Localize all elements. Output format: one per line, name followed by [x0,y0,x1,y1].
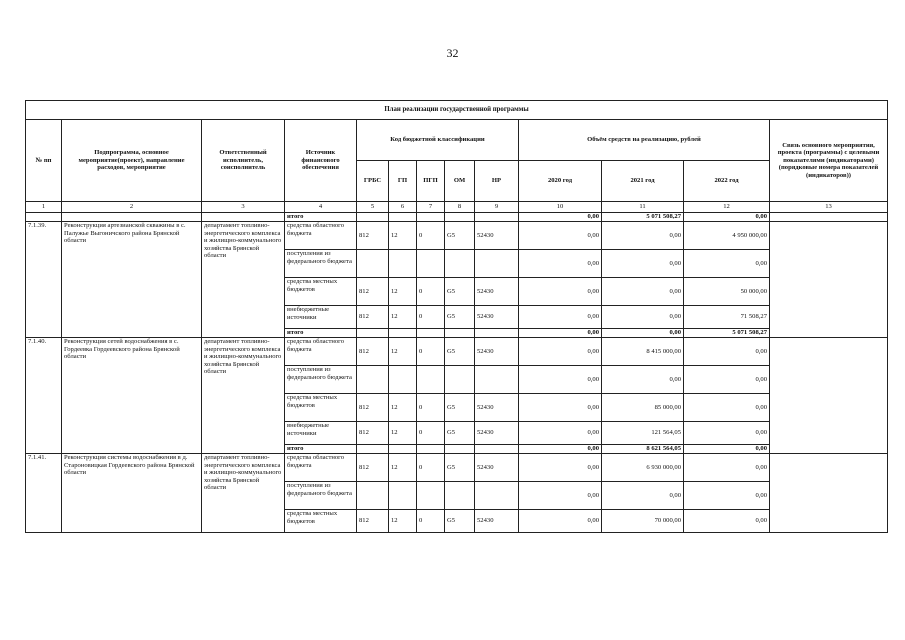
amount-2020: 0,00 [519,445,602,454]
amount-2020: 0,00 [519,306,602,329]
header-responsible: Ответственный исполнитель, соисполнитель [202,120,285,202]
col-number: 7 [417,202,445,213]
amount-2020: 0,00 [519,338,602,366]
amount-2021: 0,00 [602,482,684,510]
col-number: 1 [26,202,62,213]
amount-2022: 50 000,00 [684,278,770,306]
code-pgp: 0 [417,338,445,366]
amount-2020: 0,00 [519,482,602,510]
funding-source: средства местных бюджетов [285,394,357,422]
code-nr: 52430 [475,454,519,482]
amount-2022: 0,00 [684,394,770,422]
code-om: G5 [445,510,475,533]
code-nr: 52430 [475,394,519,422]
amount-2020: 0,00 [519,213,602,222]
row-number: 7.1.41. [26,454,62,533]
code-gp: 12 [389,222,417,250]
header-link: Связь основного мероприятия, проекта (программы) с целевыми показателями (индикаторами) (порядковые номера показателей (индикаторов)) [770,120,888,202]
code-grbs: 812 [357,338,389,366]
amount-2021: 0,00 [602,222,684,250]
code-nr: 52430 [475,306,519,329]
amount-2021: 6 930 000,00 [602,454,684,482]
code-om: G5 [445,422,475,445]
header-2020: 2020 год [519,161,602,202]
amount-2021: 5 071 508,27 [602,213,684,222]
code-grbs: 812 [357,422,389,445]
code-om: G5 [445,306,475,329]
amount-2021: 121 564,05 [602,422,684,445]
col-number: 13 [770,202,888,213]
funding-source: средства местных бюджетов [285,278,357,306]
measure-name: Реконструкция артезианской скважины в с. Палужье Выгоничского района Брянской области [62,222,202,338]
header-num: № пп [26,120,62,202]
amount-2021: 0,00 [602,329,684,338]
responsible-executor: департамент топливно-энергетического комплекса и жилищно-коммунального хозяйства Брянской области [202,454,285,533]
header-om: ОМ [445,161,475,202]
table-title: План реализации государственной программы [26,101,888,120]
code-om [445,250,475,278]
code-pgp [417,482,445,510]
code-grbs [357,482,389,510]
funding-source: средства областного бюджета [285,338,357,366]
amount-2020: 0,00 [519,394,602,422]
amount-2022: 0,00 [684,454,770,482]
code-grbs [357,366,389,394]
code-gp: 12 [389,278,417,306]
code-nr: 52430 [475,222,519,250]
amount-2022: 71 508,27 [684,306,770,329]
measure-name: Реконструкция сетей водоснабжения в с. Гордеевка Гордеевского района Брянской области [62,338,202,454]
col-number: 8 [445,202,475,213]
code-pgp: 0 [417,222,445,250]
code-nr: 52430 [475,338,519,366]
amount-2020: 0,00 [519,250,602,278]
total-label: итого [285,213,357,222]
code-om: G5 [445,454,475,482]
col-number: 4 [285,202,357,213]
indicator-link [770,338,888,454]
code-om [445,366,475,394]
code-om: G5 [445,394,475,422]
table-row [26,213,888,222]
amount-2022: 0,00 [684,213,770,222]
code-gp: 12 [389,306,417,329]
amount-2020: 0,00 [519,329,602,338]
code-pgp [417,250,445,278]
code-grbs: 812 [357,222,389,250]
code-om: G5 [445,278,475,306]
code-grbs: 812 [357,394,389,422]
header-source: Источник финансового обеспечения [285,120,357,202]
code-gp [389,366,417,394]
header-subprogram: Подпрограмма, основное мероприятие(проект), направление расходов, мероприятие [62,120,202,202]
code-gp: 12 [389,338,417,366]
amount-2022: 4 950 000,00 [684,222,770,250]
code-nr [475,250,519,278]
amount-2020: 0,00 [519,278,602,306]
indicator-link [770,222,888,338]
amount-2021: 8 621 564,05 [602,445,684,454]
responsible-executor: департамент топливно-энергетического комплекса и жилищно-коммунального хозяйства Брянской области [202,222,285,338]
page-number: 32 [446,46,459,60]
amount-2021: 8 415 000,00 [602,338,684,366]
code-pgp: 0 [417,510,445,533]
amount-2020: 0,00 [519,366,602,394]
amount-2022: 0,00 [684,250,770,278]
code-grbs: 812 [357,278,389,306]
code-grbs: 812 [357,454,389,482]
table-row [26,338,888,366]
row-number: 7.1.39. [26,222,62,338]
code-pgp: 0 [417,422,445,445]
code-om: G5 [445,222,475,250]
amount-2021: 0,00 [602,366,684,394]
code-pgp [417,366,445,394]
header-2021: 2021 год [602,161,684,202]
col-number: 6 [389,202,417,213]
code-nr [475,366,519,394]
col-number: 5 [357,202,389,213]
code-pgp: 0 [417,278,445,306]
col-number: 10 [519,202,602,213]
measure-name: Реконструкция системы водоснабжения в д. Староновицкая Гордеевского района Брянской области [62,454,202,533]
row-number: 7.1.40. [26,338,62,454]
header-funds: Объём средств на реализацию, рублей [519,120,770,161]
code-gp: 12 [389,422,417,445]
header-nr: НР [475,161,519,202]
amount-2022: 0,00 [684,366,770,394]
code-pgp: 0 [417,394,445,422]
amount-2021: 70 000,00 [602,510,684,533]
table-row [26,454,888,482]
code-grbs: 812 [357,306,389,329]
header-budget-code: Код бюджетной классификации [357,120,519,161]
amount-2022: 0,00 [684,445,770,454]
header-gp: ГП [389,161,417,202]
amount-2022: 0,00 [684,422,770,445]
code-gp [389,250,417,278]
indicator-link [770,454,888,533]
code-grbs [357,250,389,278]
code-nr: 52430 [475,510,519,533]
code-gp: 12 [389,454,417,482]
plan-sheet [25,100,887,533]
code-nr: 52430 [475,422,519,445]
col-number: 9 [475,202,519,213]
amount-2020: 0,00 [519,222,602,250]
code-nr [475,482,519,510]
col-number: 12 [684,202,770,213]
table-row [26,222,888,250]
amount-2020: 0,00 [519,422,602,445]
code-om [445,482,475,510]
column-number-row [26,202,888,213]
amount-2022: 0,00 [684,338,770,366]
header-2022: 2022 год [684,161,770,202]
responsible-executor: департамент топливно-энергетического комплекса и жилищно-коммунального хозяйства Брянской области [202,338,285,454]
code-pgp: 0 [417,454,445,482]
funding-source: внебюджетные источники [285,306,357,329]
amount-2021: 0,00 [602,278,684,306]
code-grbs: 812 [357,510,389,533]
amount-2021: 0,00 [602,250,684,278]
header-pgp: ПГП [417,161,445,202]
funding-source: средства областного бюджета [285,222,357,250]
amount-2021: 0,00 [602,306,684,329]
amount-2022: 5 071 508,27 [684,329,770,338]
amount-2020: 0,00 [519,510,602,533]
col-number: 3 [202,202,285,213]
funding-source: средства местных бюджетов [285,510,357,533]
total-label: итого [285,329,357,338]
code-gp: 12 [389,394,417,422]
amount-2022: 0,00 [684,482,770,510]
total-label: итого [285,445,357,454]
code-pgp: 0 [417,306,445,329]
code-gp: 12 [389,510,417,533]
funding-source: внебюджетные источники [285,422,357,445]
funding-source: поступления из федерального бюджета [285,250,357,278]
code-gp [389,482,417,510]
header-grbs: ГРБС [357,161,389,202]
funding-source: поступления из федерального бюджета [285,366,357,394]
col-number: 11 [602,202,684,213]
amount-2022: 0,00 [684,510,770,533]
col-number: 2 [62,202,202,213]
funding-source: средства областного бюджета [285,454,357,482]
amount-2021: 85 000,00 [602,394,684,422]
amount-2020: 0,00 [519,454,602,482]
program-plan-table [25,100,888,533]
code-nr: 52430 [475,278,519,306]
funding-source: поступления из федерального бюджета [285,482,357,510]
code-om: G5 [445,338,475,366]
